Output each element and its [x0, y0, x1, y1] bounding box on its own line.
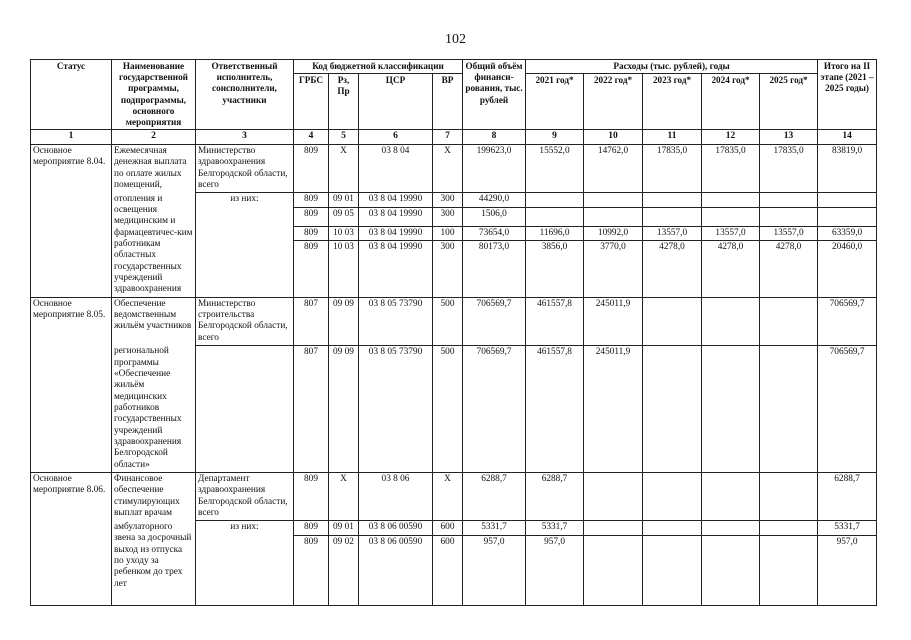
year-2021-cell: 15552,0 [526, 144, 584, 192]
empty-cell [294, 549, 329, 605]
vr-cell: 600 [433, 521, 463, 535]
rzpr-cell: 09 05 [329, 207, 359, 226]
year-2025-cell [760, 345, 818, 472]
status-cell: Основное мероприятие 8.05. [31, 297, 112, 472]
total-cell: 706569,7 [463, 297, 526, 345]
year-2024-cell [702, 193, 760, 207]
vr-cell: 600 [433, 535, 463, 549]
year-2022-cell: 10992,0 [584, 226, 643, 240]
grbs-cell: 809 [294, 226, 329, 240]
column-number: 4 [294, 130, 329, 145]
column-number: 7 [433, 130, 463, 145]
column-number: 8 [463, 130, 526, 145]
year-2023-cell [643, 473, 702, 521]
year-2022-cell: 14762,0 [584, 144, 643, 192]
page-number: 102 [445, 32, 466, 47]
year-2023-cell: 17835,0 [643, 144, 702, 192]
vr-cell: 300 [433, 193, 463, 207]
header-itogo: Итого на II этапе (2021 – 2025 годы) [818, 60, 877, 130]
year-2022-cell [584, 207, 643, 226]
vr-cell: 500 [433, 297, 463, 345]
itogo-cell: 63359,0 [818, 226, 877, 240]
table-row [31, 193, 877, 207]
header-status: Статус [31, 60, 112, 130]
year-2023-cell [643, 535, 702, 549]
empty-cell [818, 549, 877, 605]
column-number-row [31, 130, 877, 145]
itogo-cell [818, 193, 877, 207]
activity-name-bottom: отопления и освещения медицинским и фармацевтичес-ким работникам областных государственных учреждений здравоохранения [112, 193, 196, 297]
total-cell: 1506,0 [463, 207, 526, 226]
activity-name-top: Финансовое обеспечение стимулирующих выплат врачам [112, 473, 196, 521]
csr-cell: 03 8 04 19990 [359, 193, 433, 207]
csr-cell: 03 8 05 73790 [359, 345, 433, 472]
year-2021-cell: 6288,7 [526, 473, 584, 521]
year-2022-cell [584, 473, 643, 521]
responsible-cell: Министерство здравоохранения Белгородской области, всего [196, 144, 294, 192]
column-number: 9 [526, 130, 584, 145]
csr-cell: 03 8 04 19990 [359, 207, 433, 226]
header-name: Наименование государственной программы, подпрограммы, основного мероприятия [112, 60, 196, 130]
header-year-2022: 2022 год* [584, 74, 643, 130]
status-cell: Основное мероприятие 8.06. [31, 473, 112, 605]
grbs-cell: 807 [294, 345, 329, 472]
year-2024-cell [702, 521, 760, 535]
total-cell: 957,0 [463, 535, 526, 549]
csr-cell: 03 8 04 [359, 144, 433, 192]
year-2021-cell: 5331,7 [526, 521, 584, 535]
vr-cell: 300 [433, 240, 463, 254]
status-cell: Основное мероприятие 8.04. [31, 144, 112, 297]
year-2023-cell [643, 193, 702, 207]
table-row [31, 473, 877, 521]
itogo-cell: 706569,7 [818, 345, 877, 472]
empty-cell [329, 549, 359, 605]
itogo-cell: 706569,7 [818, 297, 877, 345]
table-row [31, 297, 877, 345]
year-2024-cell: 13557,0 [702, 226, 760, 240]
year-2025-cell [760, 473, 818, 521]
responsible-cell: Министерство строительства Белгородской области, всего [196, 297, 294, 345]
header-budget-code: Код бюджетной классификации [294, 60, 463, 74]
column-number: 6 [359, 130, 433, 145]
year-2021-cell [526, 193, 584, 207]
responsible-blank-cell [196, 535, 294, 605]
table-row [31, 144, 877, 192]
table-row [31, 345, 877, 472]
year-2021-cell: 461557,8 [526, 297, 584, 345]
header-csr: ЦСР [359, 74, 433, 130]
grbs-cell: 809 [294, 207, 329, 226]
empty-cell [526, 549, 584, 605]
vr-cell: Х [433, 473, 463, 521]
year-2023-cell: 4278,0 [643, 240, 702, 254]
vr-cell: 500 [433, 345, 463, 472]
itogo-cell: 5331,7 [818, 521, 877, 535]
year-2022-cell: 245011,9 [584, 345, 643, 472]
year-2023-cell [643, 345, 702, 472]
year-2021-cell: 3856,0 [526, 240, 584, 254]
header-year-2025: 2025 год* [760, 74, 818, 130]
year-2025-cell [760, 521, 818, 535]
column-number: 10 [584, 130, 643, 145]
empty-cell [760, 549, 818, 605]
year-2024-cell [702, 345, 760, 472]
activity-name-top: Ежемесячная денежная выплата по оплате жилых помещений, [112, 144, 196, 192]
year-2025-cell: 13557,0 [760, 226, 818, 240]
sub-label: из них: [196, 521, 294, 535]
responsible-blank-cell [196, 207, 294, 297]
header-row-1 [31, 60, 877, 74]
total-cell: 44290,0 [463, 193, 526, 207]
activity-name-bottom: региональной программы «Обеспечение жильём медицинских работников государственных учреждений здравоохранения Белгородской области» [112, 345, 196, 472]
year-2021-cell: 461557,8 [526, 345, 584, 472]
empty-cell [463, 549, 526, 605]
rzpr-cell: 09 02 [329, 535, 359, 549]
rzpr-cell: 10 03 [329, 240, 359, 254]
rzpr-cell: 09 09 [329, 297, 359, 345]
column-number: 12 [702, 130, 760, 145]
responsible-cell: Департамент здравоохранения Белгородской области, всего [196, 473, 294, 521]
year-2024-cell [702, 473, 760, 521]
empty-cell [359, 549, 433, 605]
header-year-2024: 2024 год* [702, 74, 760, 130]
year-2025-cell: 17835,0 [760, 144, 818, 192]
itogo-cell: 6288,7 [818, 473, 877, 521]
year-2025-cell [760, 207, 818, 226]
csr-cell: 03 8 06 00590 [359, 521, 433, 535]
total-cell: 73654,0 [463, 226, 526, 240]
year-2022-cell [584, 535, 643, 549]
grbs-cell: 809 [294, 240, 329, 254]
csr-cell: 03 8 06 00590 [359, 535, 433, 549]
header-responsible: Ответственный исполнитель, соисполнители, участники [196, 60, 294, 130]
year-2023-cell [643, 297, 702, 345]
year-2025-cell [760, 535, 818, 549]
header-vr: ВР [433, 74, 463, 130]
header-year-2023: 2023 год* [643, 74, 702, 130]
itogo-cell: 20460,0 [818, 240, 877, 254]
budget-table [30, 59, 877, 606]
responsible-blank-cell [196, 345, 294, 472]
year-2021-cell [526, 207, 584, 226]
total-cell: 706569,7 [463, 345, 526, 472]
empty-cell [584, 549, 643, 605]
csr-cell: 03 8 06 [359, 473, 433, 521]
year-2022-cell: 3770,0 [584, 240, 643, 254]
year-2025-cell: 4278,0 [760, 240, 818, 254]
rzpr-cell: 09 09 [329, 345, 359, 472]
year-2024-cell: 17835,0 [702, 144, 760, 192]
grbs-cell: 809 [294, 193, 329, 207]
itogo-cell: 957,0 [818, 535, 877, 549]
header-rzpr: Рз, Пр [329, 74, 359, 130]
column-number: 5 [329, 130, 359, 145]
total-cell: 199623,0 [463, 144, 526, 192]
column-number: 2 [112, 130, 196, 145]
csr-cell: 03 8 04 19990 [359, 240, 433, 254]
year-2021-cell: 11696,0 [526, 226, 584, 240]
total-cell: 5331,7 [463, 521, 526, 535]
sub-label: из них: [196, 193, 294, 207]
year-2024-cell: 4278,0 [702, 240, 760, 254]
header-total: Общий объём финанси-рования, тыс. рублей [463, 60, 526, 130]
vr-cell: Х [433, 144, 463, 192]
year-2023-cell [643, 207, 702, 226]
grbs-cell: 809 [294, 473, 329, 521]
activity-name-top: Обеспечение ведомственным жильём участников [112, 297, 196, 345]
csr-cell: 03 8 05 73790 [359, 297, 433, 345]
year-2022-cell [584, 193, 643, 207]
year-2024-cell [702, 207, 760, 226]
activity-name-bottom: амбулаторного звена за досрочный выход из отпуска по уходу за ребенком до трех лет [112, 521, 196, 605]
rzpr-cell: 09 01 [329, 521, 359, 535]
year-2022-cell: 245011,9 [584, 297, 643, 345]
vr-cell: 300 [433, 207, 463, 226]
rzpr-cell: 09 01 [329, 193, 359, 207]
column-number: 14 [818, 130, 877, 145]
column-number: 3 [196, 130, 294, 145]
grbs-cell: 809 [294, 535, 329, 549]
total-cell: 80173,0 [463, 240, 526, 254]
rzpr-cell: Х [329, 473, 359, 521]
year-2025-cell [760, 297, 818, 345]
empty-cell [702, 549, 760, 605]
itogo-cell [818, 207, 877, 226]
year-2024-cell [702, 535, 760, 549]
year-2022-cell [584, 521, 643, 535]
column-number: 11 [643, 130, 702, 145]
vr-cell: 100 [433, 226, 463, 240]
year-2024-cell [702, 297, 760, 345]
itogo-cell: 83819,0 [818, 144, 877, 192]
empty-cell [643, 549, 702, 605]
grbs-cell: 809 [294, 521, 329, 535]
rzpr-cell: Х [329, 144, 359, 192]
column-number: 13 [760, 130, 818, 145]
year-2023-cell [643, 521, 702, 535]
total-cell: 6288,7 [463, 473, 526, 521]
empty-cell [433, 549, 463, 605]
year-2025-cell [760, 193, 818, 207]
year-2021-cell: 957,0 [526, 535, 584, 549]
header-expenses: Расходы (тыс. рублей), годы [526, 60, 818, 74]
year-2023-cell: 13557,0 [643, 226, 702, 240]
table-row [31, 521, 877, 535]
csr-cell: 03 8 04 19990 [359, 226, 433, 240]
column-number: 1 [31, 130, 112, 145]
grbs-cell: 807 [294, 297, 329, 345]
header-grbs: ГРБС [294, 74, 329, 130]
rzpr-cell: 10 03 [329, 226, 359, 240]
header-year-2021: 2021 год* [526, 74, 584, 130]
grbs-cell: 809 [294, 144, 329, 192]
